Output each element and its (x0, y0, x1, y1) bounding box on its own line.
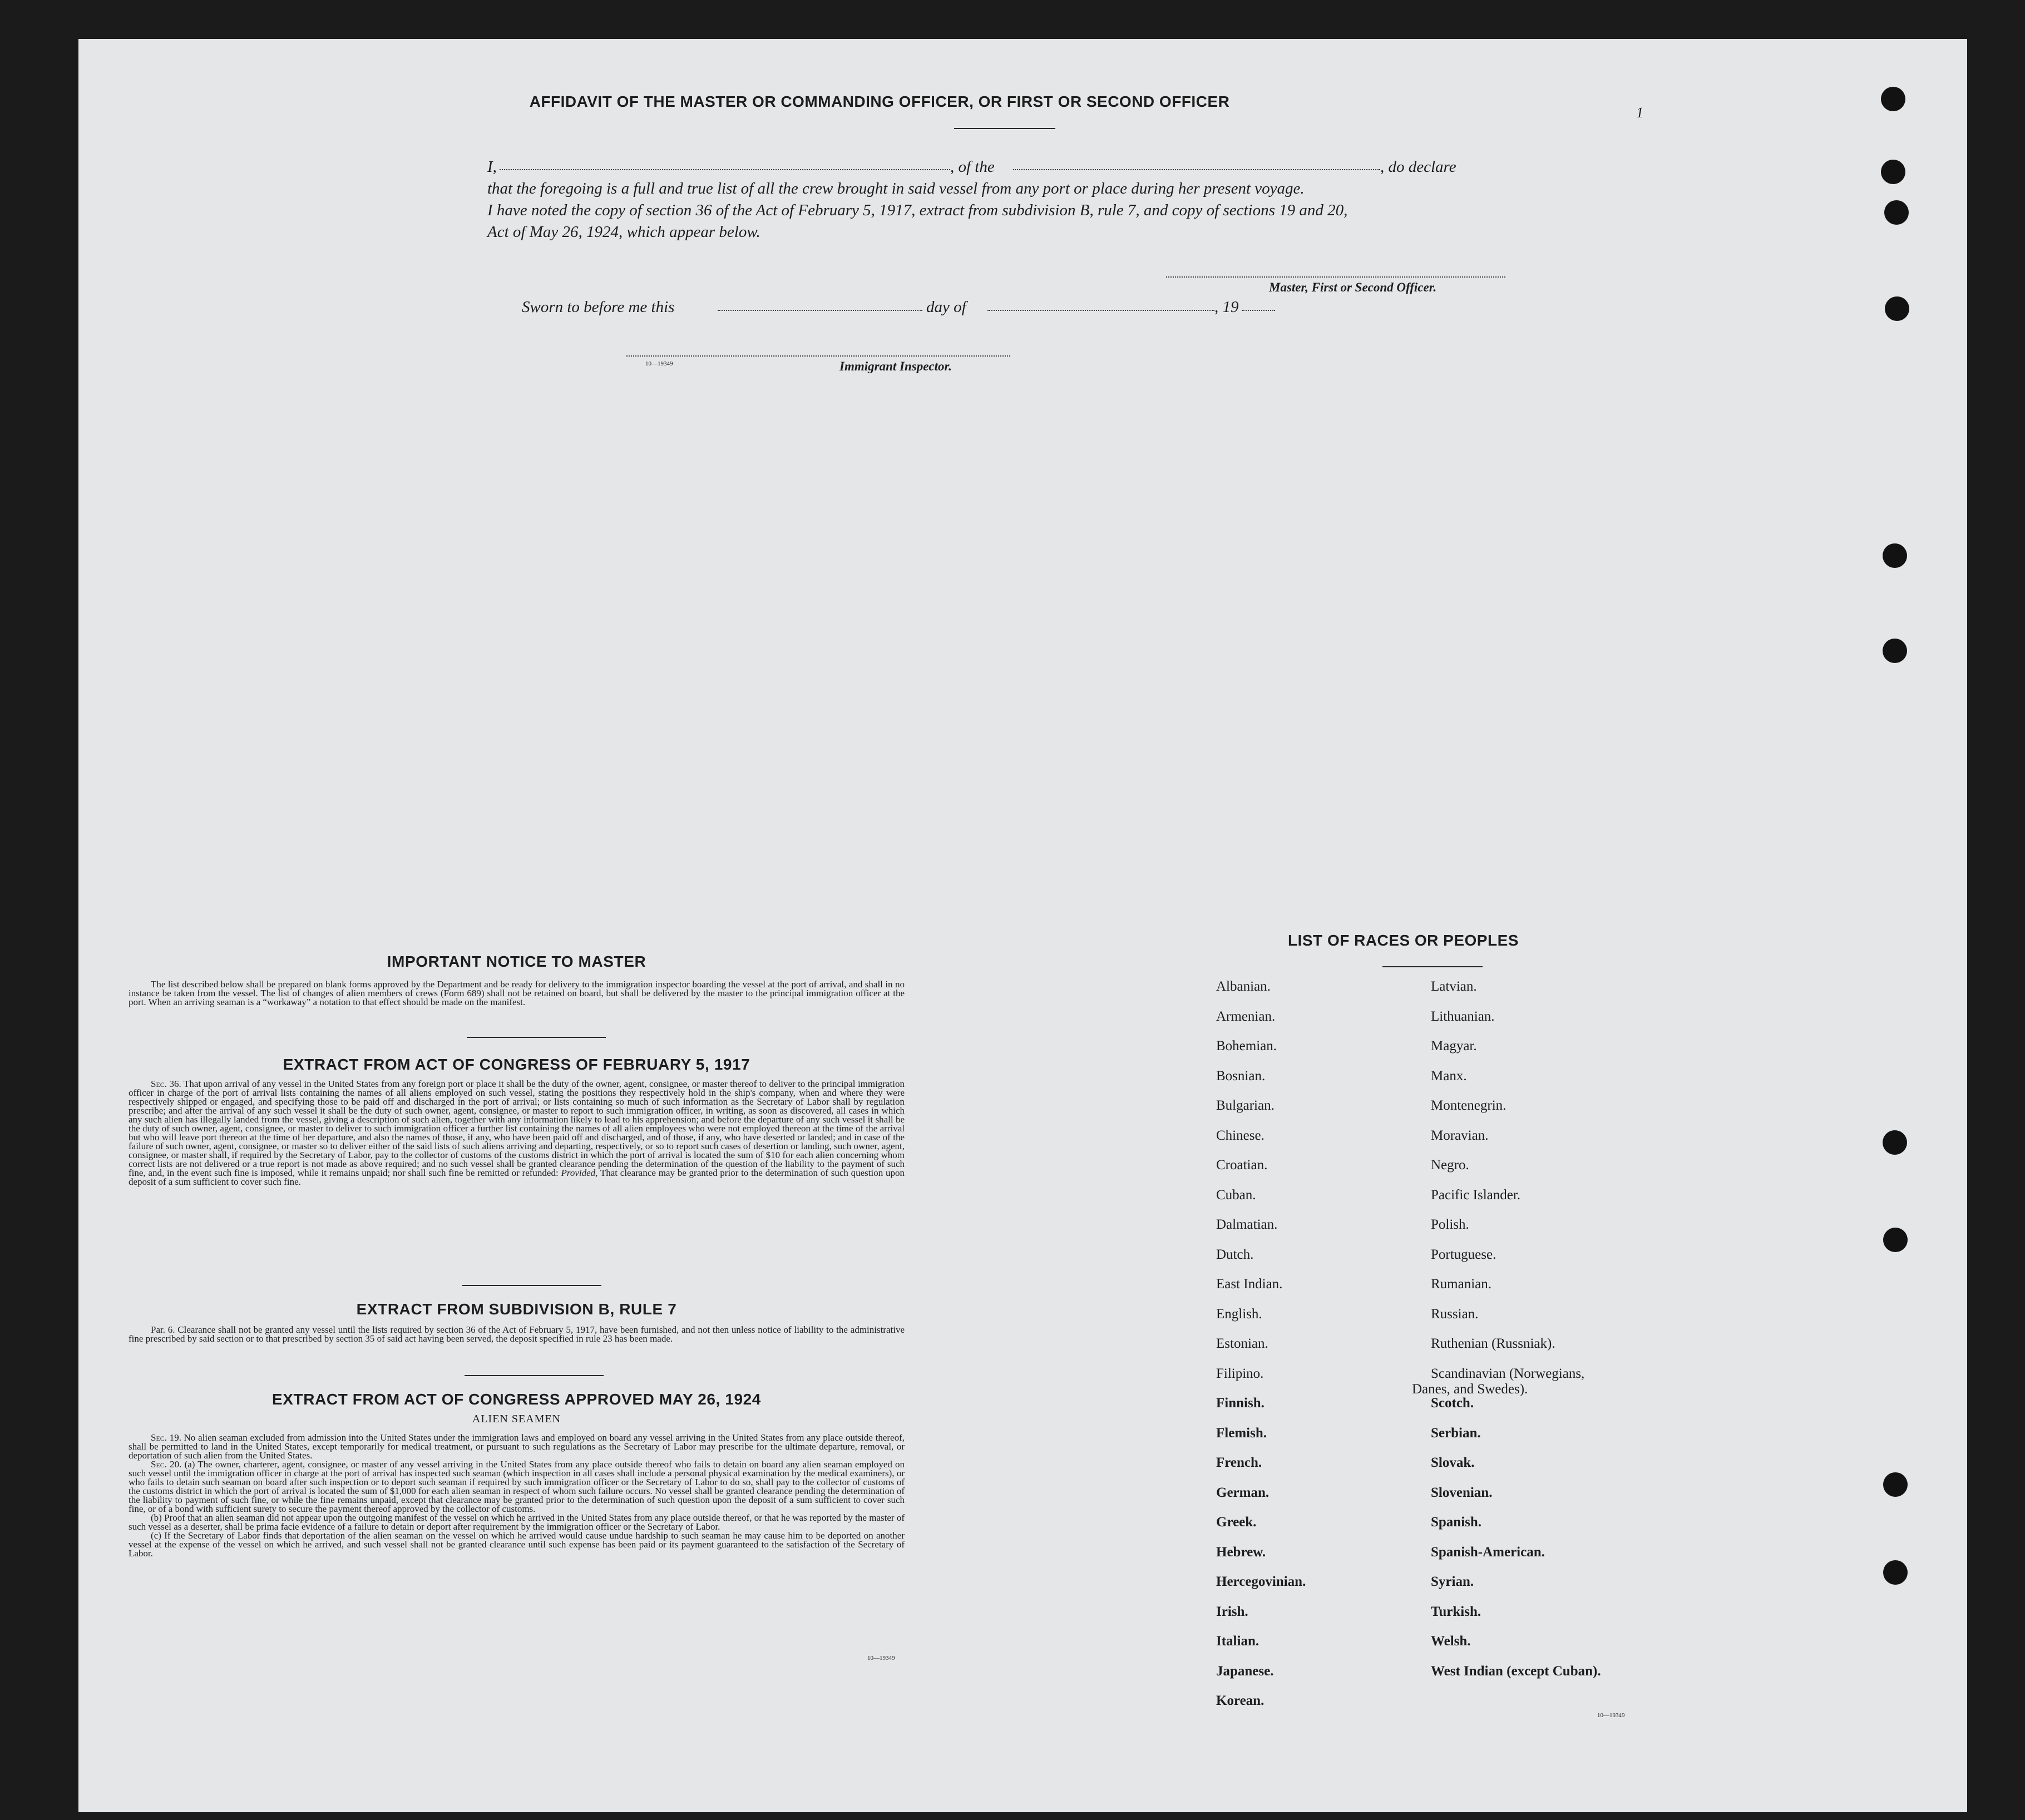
extract-1917-title: EXTRACT FROM ACT OF CONGRESS OF FEBRUARY 5, 1917 (283, 1056, 750, 1073)
race-item: Rumanian. (1431, 1277, 1492, 1292)
race-item: Serbian. (1431, 1426, 1481, 1441)
sworn-day-field[interactable] (718, 310, 922, 311)
proviso-label: Provided, (561, 1168, 598, 1178)
races-title-rule (1382, 966, 1483, 967)
race-item: Danes, and Swedes). (1412, 1382, 1528, 1397)
punch-hole (1883, 1560, 1908, 1585)
race-item: Syrian. (1431, 1574, 1474, 1589)
race-item: Bohemian. (1216, 1038, 1277, 1054)
race-item: West Indian (except Cuban). (1431, 1664, 1601, 1679)
race-item: Spanish-American. (1431, 1545, 1545, 1560)
race-item: Italian. (1216, 1634, 1260, 1649)
race-item: Scotch. (1431, 1396, 1474, 1411)
race-item: Albanian. (1216, 979, 1271, 994)
race-item: Montenegrin. (1431, 1098, 1507, 1113)
race-item: Hercegovinian. (1216, 1574, 1306, 1589)
master-signature-field[interactable] (1166, 276, 1505, 278)
affidavit-line-4: Act of May 26, 1924, which appear below. (487, 223, 760, 241)
do-declare-label: , do declare (1380, 158, 1456, 176)
alien-seamen-subtitle: ALIEN SEAMEN (472, 1413, 561, 1425)
section-label: Sec. 19. (151, 1432, 181, 1443)
race-item: Flemish. (1216, 1426, 1267, 1441)
title-rule (954, 128, 1055, 129)
race-item: Manx. (1431, 1069, 1467, 1084)
race-item: Bulgarian. (1216, 1098, 1275, 1113)
page-mark: 1 (1636, 105, 1643, 121)
extract-1924-title: EXTRACT FROM ACT OF CONGRESS APPROVED MAY 26, 1924 (272, 1391, 761, 1408)
sworn-day-of: day of (926, 298, 966, 316)
section-20b-text: (b) Proof that an alien seaman did not appear upon the outgoing manifest of the vessel on which he arrived in the United States from any place outside thereof, or that he was reported by the master of such vessel as a deserter, shall be prima facie evidence of a failure to detain or deport after requirement by the immigration officer or the Secretary of Labor. (129, 1512, 905, 1532)
affidavit-line-3: I have noted the copy of section 36 of the Act of February 5, 1917, extract from subdivision B, rule 7, and copy of sections 19 and 20, (487, 201, 1348, 219)
inspector-caption: Immigrant Inspector. (839, 359, 952, 373)
race-item: Greek. (1216, 1515, 1257, 1530)
master-caption: Master, First or Second Officer. (1269, 280, 1437, 294)
race-item: Hebrew. (1216, 1545, 1266, 1560)
section-rule (467, 1037, 606, 1038)
race-item: Polish. (1431, 1217, 1469, 1232)
race-item: Russian. (1431, 1307, 1479, 1322)
race-item: Magyar. (1431, 1038, 1477, 1054)
race-item: Croatian. (1216, 1158, 1268, 1173)
race-item: Portuguese. (1431, 1247, 1496, 1262)
notice-text: The list described below shall be prepared on blank forms approved by the Department and be ready for delivery to the immigration inspector boarding the vessel at the port of arrival, and shall in no instance be taken from the vessel. The list of changes of alien members of crews (Form 689) shall not be retained on board, but shall be delivered by the master to the principal immigration officer at the port. When an arriving seaman is a “workaway” a notation to that effect should be made on the manifest. (129, 979, 905, 1007)
race-item: German. (1216, 1485, 1270, 1500)
punch-hole (1881, 87, 1905, 111)
race-item: Dutch. (1216, 1247, 1254, 1262)
race-item: Japanese. (1216, 1664, 1274, 1679)
affidavit-line-1 (487, 158, 497, 176)
punch-hole (1884, 200, 1909, 225)
sworn-year-field[interactable] (1242, 310, 1275, 311)
notice-title: IMPORTANT NOTICE TO MASTER (387, 953, 646, 970)
race-item: Bosnian. (1216, 1069, 1266, 1084)
race-item: Dalmatian. (1216, 1217, 1278, 1232)
form-number: 10—19349 (1597, 1712, 1625, 1719)
punch-hole (1883, 543, 1907, 568)
punch-hole (1885, 296, 1909, 321)
race-item: French. (1216, 1455, 1262, 1470)
race-item: Spanish. (1431, 1515, 1482, 1530)
race-item: Negro. (1431, 1158, 1469, 1173)
extract-1924-body (129, 1433, 905, 1558)
race-item: English. (1216, 1307, 1262, 1322)
section-20c-text: (c) If the Secretary of Labor finds that deportation of the alien seaman on the vessel on which he arrived would cause undue hardship to such seaman he may cause him to be deported on another vessel at the expense of the vessel on which he arrived, and such vessel shall not be granted clearance until such expense has been paid or its payment guaranteed to the satisfaction of the Secretary of Labor. (129, 1530, 905, 1559)
race-item: Slovenian. (1431, 1485, 1493, 1500)
race-item: Armenian. (1216, 1009, 1276, 1024)
extract-1917-body (129, 1080, 905, 1186)
races-title: LIST OF RACES OR PEOPLES (1288, 932, 1519, 949)
section-rule (462, 1285, 601, 1286)
proviso-text: That clearance may be granted prior to the determination of such question upon deposit of a sum sufficient to cover such fine. (129, 1168, 905, 1187)
section-label: Sec. 20. (151, 1459, 182, 1470)
race-item: Turkish. (1431, 1604, 1481, 1619)
form-number: 10—19349 (645, 360, 673, 367)
race-item: Lithuanian. (1431, 1009, 1495, 1024)
section-20a-text: (a) The owner, charterer, agent, consignee, or master of any vessel arriving in the United States from any place outside thereof who fails to detain on board any alien seaman employed on such vessel until the immigration officer in charge at the port of arrival has inspected such seaman (which inspection in all cases shall include a personal physical examination by the medical examiners), or who fails to detain such seaman on board after such inspection or to deport such seaman if required by such immigration officer or the Secretary of Labor to do so, shall pay to the collector of customs of the customs district in which the port of arrival is located the sum of $1,000 for each alien seaman in respect of whom such failure occurs. No vessel shall be granted clearance pending the determination of the liability to payment of such fine, or while the fine remains unpaid, except that clearance may be granted prior to the determination of such question upon the deposit of a sum sufficient to cover such fine, or of a bond with sufficient surety to secure the payment thereof approved by the collector of customs. (129, 1459, 905, 1514)
race-item: Latvian. (1431, 979, 1477, 994)
form-number: 10—19349 (867, 1655, 895, 1661)
punch-hole (1883, 1228, 1908, 1252)
race-item: Chinese. (1216, 1128, 1265, 1143)
document-page (78, 39, 1967, 1812)
of-the-label: , of the (950, 158, 995, 176)
notice-body (129, 980, 905, 1007)
affidavit-title: AFFIDAVIT OF THE MASTER OR COMMANDING OFFICER, OR FIRST OR SECOND OFFICER (529, 93, 1230, 110)
declarant-prefix: I, (487, 158, 497, 176)
section-label: Sec. 36. (151, 1079, 181, 1089)
race-item: Irish. (1216, 1604, 1248, 1619)
sworn-prefix: Sworn to before me this (522, 298, 675, 316)
inspector-signature-field[interactable] (626, 355, 1010, 357)
punch-hole (1883, 639, 1907, 663)
rule7-text: Par. 6. Clearance shall not be granted any vessel until the lists required by section 36 of the Act of February 5, 1917, have been furnished, and not then unless notice of liability to the administrative fine prescribed by said section or to that prescribed by section 35 of said act having been served, the deposit specified in rule 23 has been made. (129, 1324, 905, 1344)
punch-hole (1883, 1130, 1907, 1155)
race-item: Finnish. (1216, 1396, 1265, 1411)
race-item: Welsh. (1431, 1634, 1471, 1649)
section-36-text: That upon arrival of any vessel in the United States from any foreign port or place it shall be the duty of the owner, agent, consignee, or master thereof to deliver to the principal immigration officer in charge of the port of arrival lists containing the names of all aliens employed on such vessel, stating the positions they respectively hold in the ship's company, when and where they were respectively shipped or engaged, and specifying those to be paid off and discharged in the port of arrival; or lists containing so much of such information as the Secretary of Labor shall by regulation prescribe; and after the arrival of any such vessel it shall be the duty of such owner, agent, consignee, or master to report to such immigration officer, in writing, as soon as discovered, all cases in which any such alien has illegally landed from the vessel, giving a description of such alien, together with any information likely to lead to his apprehension; and before the departure of any such vessel it shall be the duty of such owner, agent, consignee, or master to deliver to such immigration officer a further list containing the names of all alien employees who were not employed thereon at the time of the arrival but who will leave port thereon at the time of her departure, and also the names of those, if any, who have been paid off and discharged, and of those, if any, who have deserted or landed; and in case of the failure of such owner, agent, consignee, or master so to deliver either of the said lists of such aliens arriving and departing, respectively, or so to report such cases of desertion or landing, such owner, agent, consignee, or master shall, if required by the Secretary of Labor, pay to the collector of customs of the customs district in which the port of arrival is located the sum of $10 for each alien concerning whom correct lists are not delivered or a true report is not made as above required; and no such vessel shall be granted clearance pending the determination of the question of the liability to the payment of such fine, and, in the event such fine is imposed, while it remains unpaid; nor shall such fine be remitted or refunded: (129, 1079, 905, 1178)
punch-hole (1881, 160, 1905, 184)
race-item: East Indian. (1216, 1277, 1283, 1292)
sworn-month-field[interactable] (987, 310, 1214, 311)
sworn-year: , 19 (1214, 298, 1239, 316)
race-item: Korean. (1216, 1693, 1265, 1708)
race-item: Pacific Islander. (1431, 1188, 1521, 1203)
race-item: Estonian. (1216, 1336, 1268, 1351)
declarant-name-field[interactable] (500, 169, 950, 170)
affidavit-line-2: that the foregoing is a full and true list of all the crew brought in said vessel from any port or place during her present voyage. (487, 180, 1305, 197)
extract-rule7-body (129, 1326, 905, 1343)
race-item: Cuban. (1216, 1188, 1256, 1203)
race-item: Moravian. (1431, 1128, 1489, 1143)
extract-rule7-title: EXTRACT FROM SUBDIVISION B, RULE 7 (356, 1300, 677, 1318)
punch-hole (1883, 1472, 1908, 1497)
section-rule (465, 1375, 604, 1376)
race-item: Filipino. (1216, 1366, 1264, 1381)
section-19-text: No alien seaman excluded from admission into the United States under the immigration laws and employed on board any vessel arriving in the United States from any place outside thereof, shall be permitted to land in the United States, except temporarily for medical treatment, or pursuant to such regulations as the Secretary of Labor may prescribe for the ultimate departure, removal, or deportation of such alien from the United States. (129, 1432, 905, 1461)
race-item: Scandinavian (Norwegians, (1431, 1366, 1585, 1381)
race-item: Ruthenian (Russniak). (1431, 1336, 1555, 1351)
vessel-name-field[interactable] (1013, 169, 1380, 170)
race-item: Slovak. (1431, 1455, 1475, 1470)
